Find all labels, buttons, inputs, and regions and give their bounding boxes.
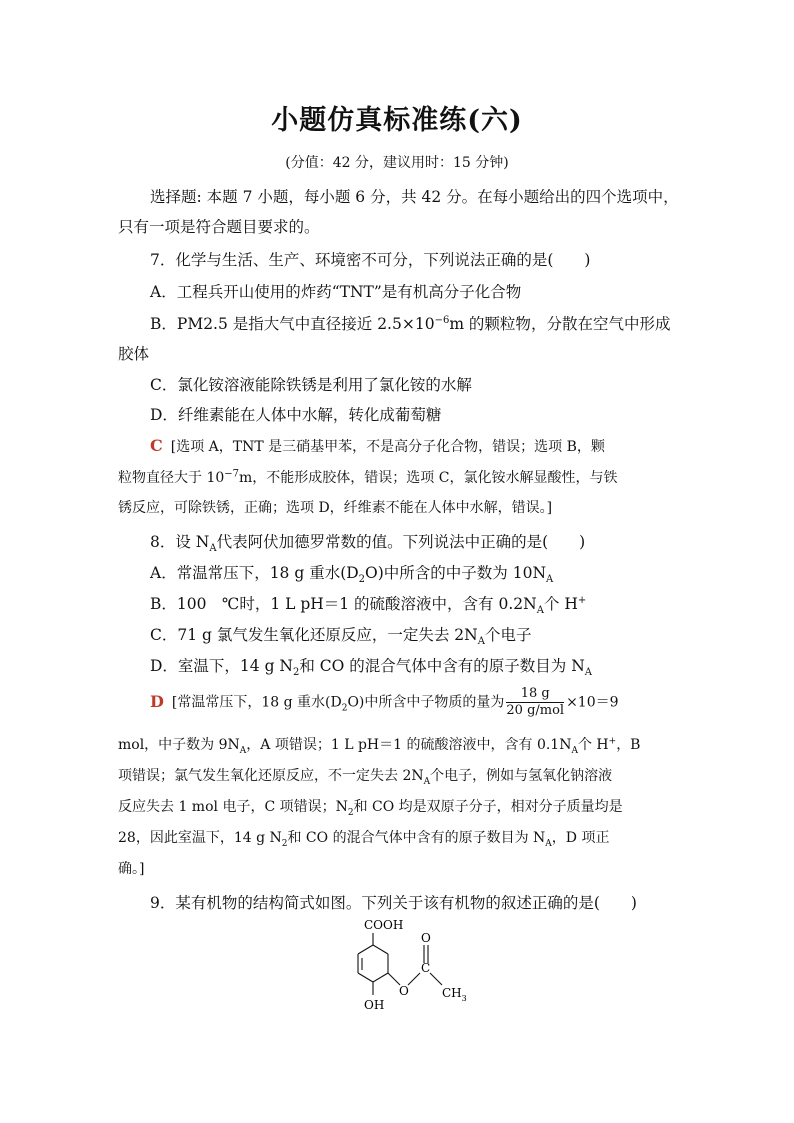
- intro-line-2: 只有一项是符合题目要求的。: [118, 218, 320, 236]
- page-title: 小题仿真标准练(六): [271, 105, 523, 136]
- q8-answer-line-5: 28，因此室温下，14 g $N_2$和 CO 的混合气体中含有的原子数目为 $N_A$，D 项正: [118, 830, 610, 849]
- q8-answer-line-3: 项错误；氯气发生氧化还原反应，不一定失去 $2N_A$个电子，例如与氢氧化钠溶液: [118, 768, 613, 787]
- q8-answer-letter: D: [150, 691, 164, 711]
- q8-option-d: D．室温下，14 g $N_2$和 CO 的混合气体中含有的原子数目为 $N_A$: [150, 657, 593, 679]
- q8-answer-line-1: D [常温常压下，18 g 重水$(D_2O)$中所含中子物质的量为 $\frac{18 g}{\text{20 g/mol}}$ ×10＝9: [150, 686, 619, 718]
- intro-line-1: 选择题: 本题 7 小题，每小题 6 分，共 42 分。在每小题给出的四个选项中，: [150, 188, 679, 206]
- page-subtitle: (分值：42 分，建议用时：15 分钟): [285, 155, 509, 171]
- fraction: $\frac{18 g}{\text{20 g/mol}}$: [506, 686, 565, 718]
- q7-answer-letter: C: [150, 436, 163, 455]
- q8-answer-line-4: 反应失去 1 mol 电子，C 项错误；$N_2$和 CO 均是双原子分子，相对分子质量均是: [118, 799, 623, 818]
- q8-answer-line-2: mol，中子数为 $9N_A$，A 项错误；1 L pH＝1 的硫酸溶液中，含有 $0.1N_A$个 H+，B: [118, 736, 641, 756]
- q7-answer-line-1: C [选项 A，TNT 是三硝基甲苯，不是高分子化合物，错误；选项 B，颗: [150, 436, 605, 455]
- carbon-label: C: [421, 961, 431, 975]
- q7-answer-line-3: 锈反应，可除铁锈，正确；选项 D，纤维素不能在人体中水解，错误。]: [118, 500, 553, 516]
- cooh-label: COOH: [364, 918, 404, 932]
- methyl-label: $CH_3$: [442, 986, 467, 1003]
- q7-option-a: A．工程兵开山使用的炸药“TNT”是有机高分子化合物: [150, 283, 522, 301]
- ester-o-label: O: [399, 984, 409, 998]
- q7-option-b: B．PM2.5 是指大气中直径接近 $2.5\times 10^{-6}m$ 的颗粒物，分散在空气中形成: [150, 314, 671, 333]
- q8-answer-line-6: 确。]: [118, 861, 145, 877]
- oh-label: OH: [364, 998, 385, 1012]
- q8-option-b: B．100 ℃时，1 L pH＝1 的硫酸溶液中，含有 $0.2N_A$个 H+: [150, 594, 587, 617]
- q7-stem: 7．化学与生活、生产、环境密不可分，下列说法正确的是( ): [150, 251, 591, 269]
- q7-option-c: C．氯化铵溶液能除铁锈是利用了氯化铵的水解: [150, 376, 472, 394]
- q9-stem: 9．某有机物的结构简式如图。下列关于该有机物的叙述正确的是( ): [150, 894, 637, 912]
- structural-formula: [340, 915, 500, 1025]
- q7-answer-line-2: 粒物直径大于 $10^{-7}m$，不能形成胶体，错误；选项 C，氯化铵水解显酸性，与铁: [118, 468, 618, 486]
- carbonyl-o-label: O: [421, 931, 431, 945]
- q7-option-d: D．纤维素能在人体中水解，转化成葡萄糖: [150, 406, 442, 424]
- q8-option-c: C．71 g 氯气发生氧化还原反应，一定失去 $2N_A$个电子: [150, 626, 532, 648]
- q7-option-b-cont: 胶体: [118, 345, 150, 363]
- q8-stem: 8．设 $N_A$代表阿伏加德罗常数的值。下列说法中正确的是( ): [150, 533, 586, 555]
- q8-option-a: A．常温常压下，18 g 重水$(D_2O)$中所含的中子数为 $10N_A$: [150, 564, 554, 586]
